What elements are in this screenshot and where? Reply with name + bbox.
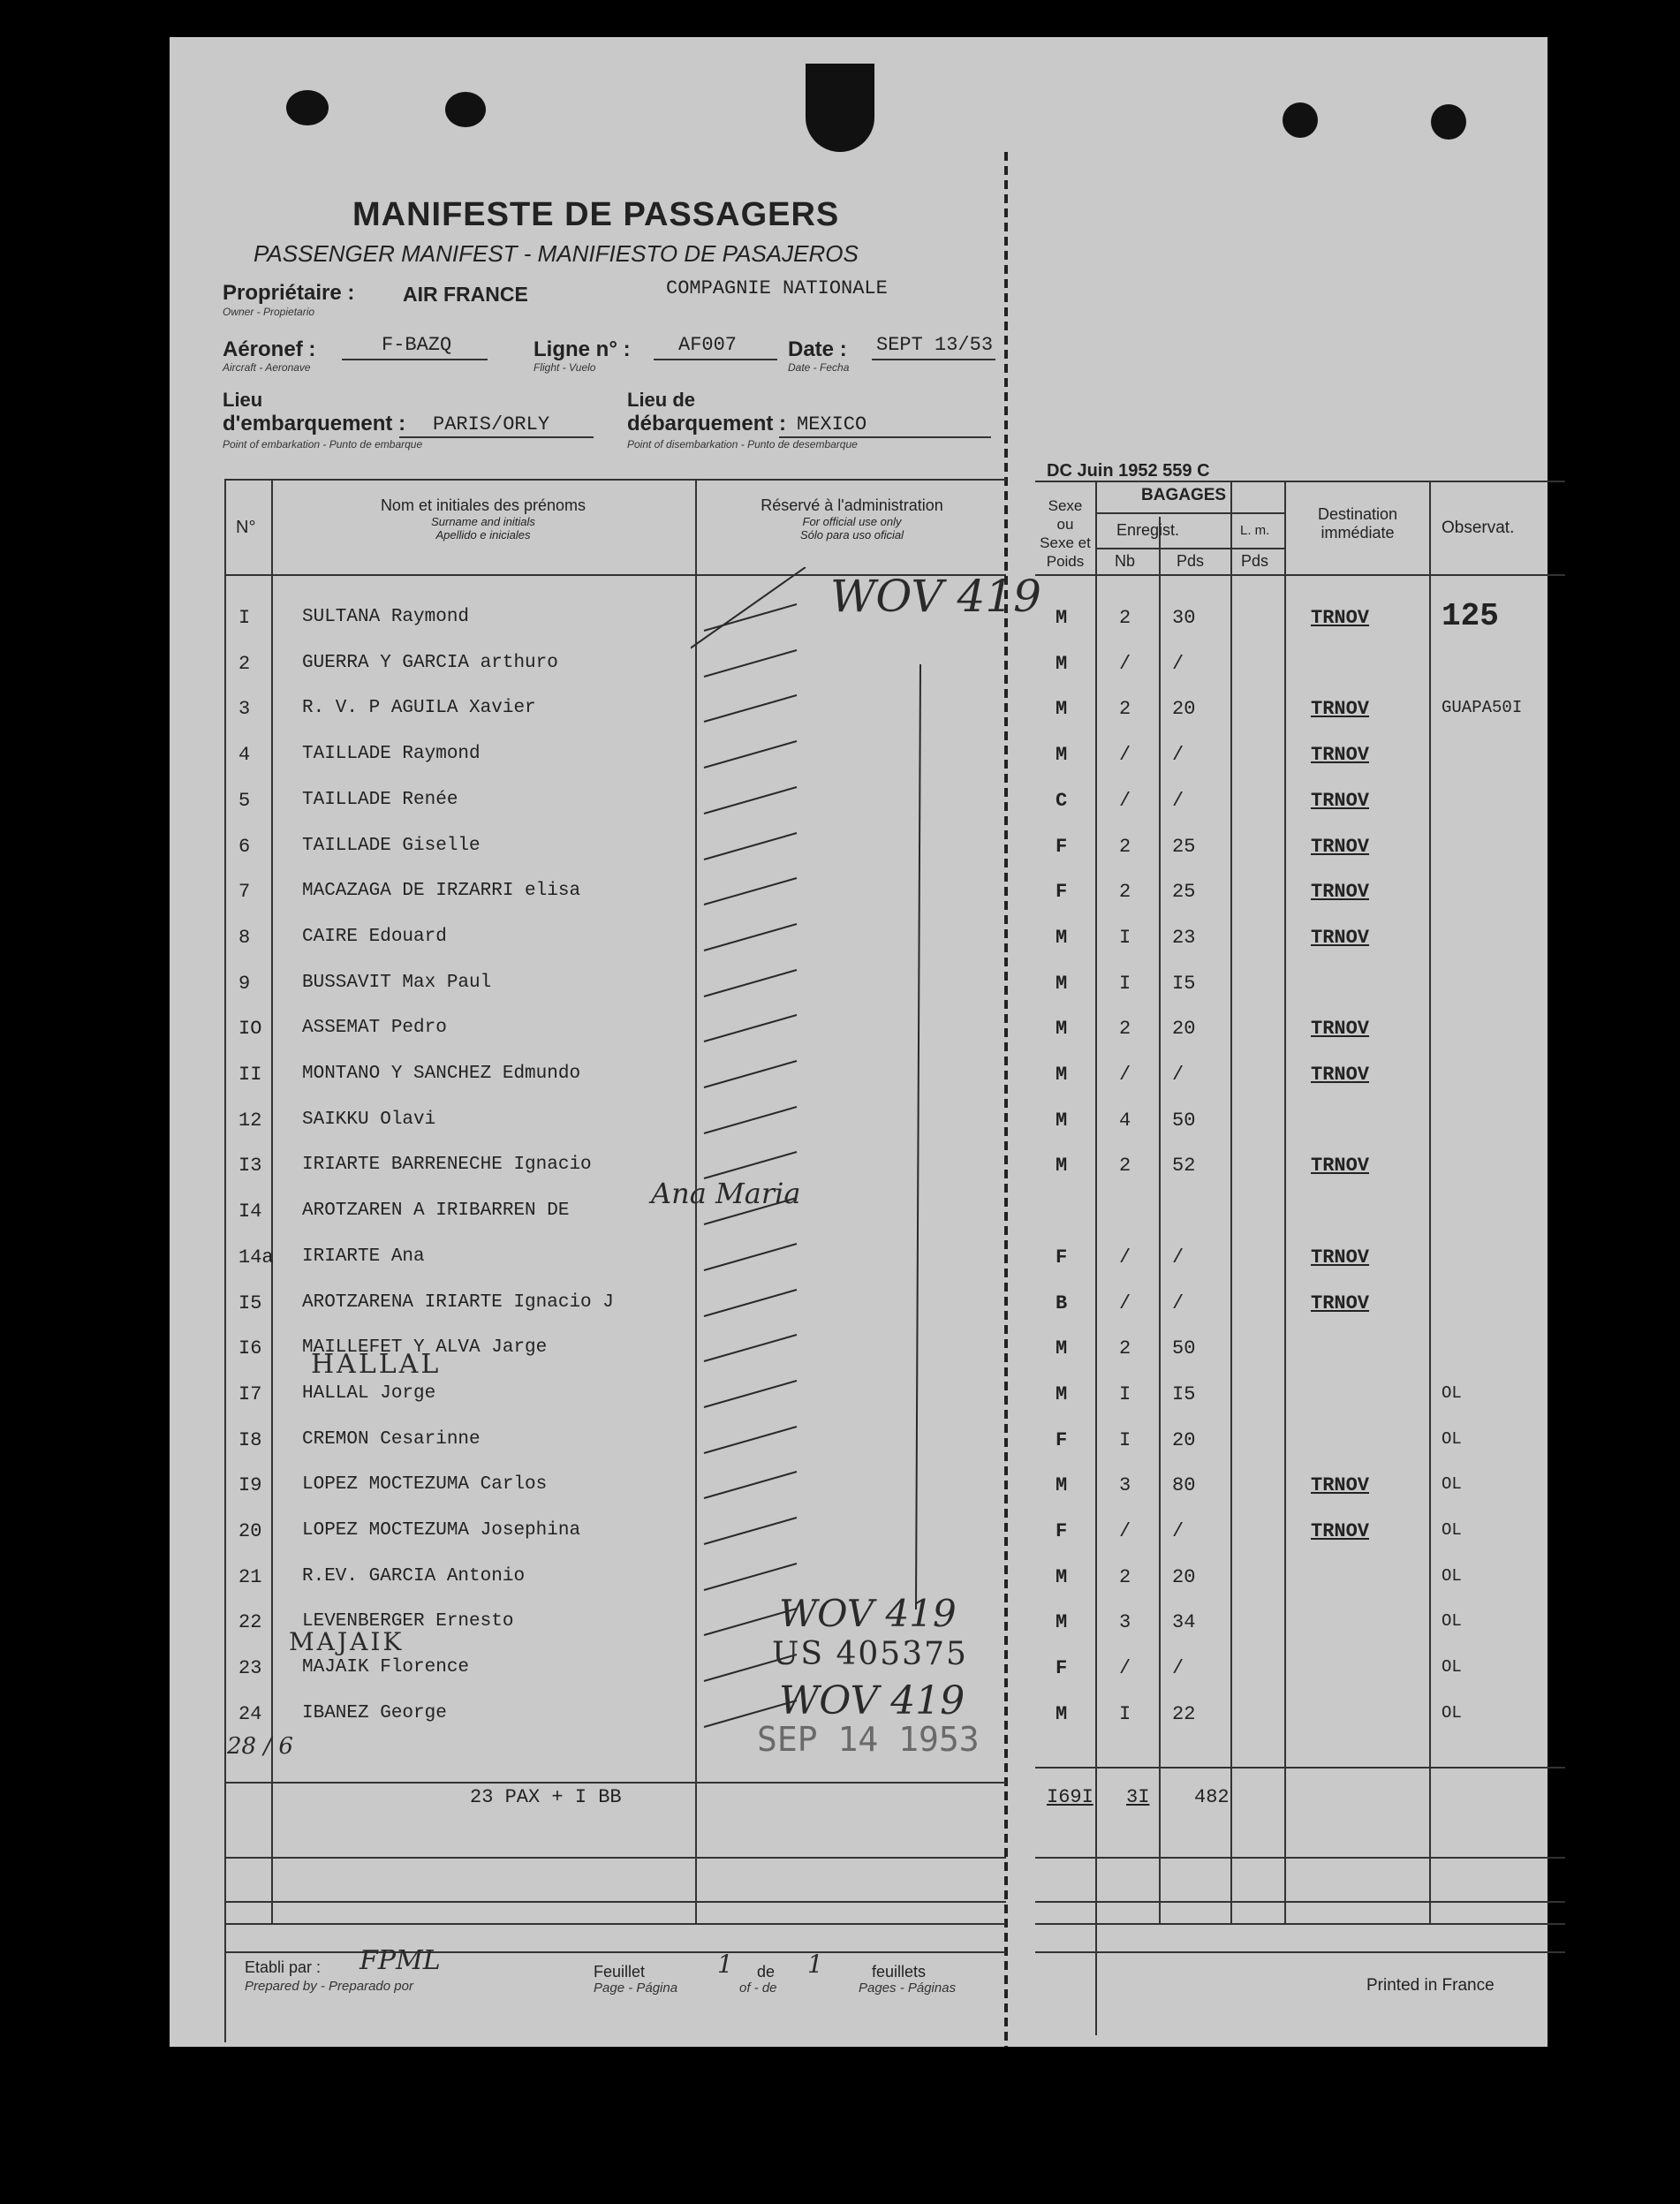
baggage-count: 2: [1119, 1018, 1131, 1041]
footer-rule: [1035, 1951, 1565, 1953]
destination: TRNOV: [1311, 1246, 1370, 1269]
passenger-sex: M: [1056, 1018, 1068, 1041]
col-header-reserved-en: For official use only: [802, 515, 902, 528]
col-header-reserved-es: Sólo para uso oficial: [799, 528, 904, 542]
manifest-document: [170, 37, 1548, 2047]
handwritten-hallal: HALLAL: [311, 1349, 442, 1380]
prepared-label: Etabli par :: [245, 1958, 322, 1976]
baggage-count: /: [1119, 1520, 1131, 1542]
passenger-sex: M: [1056, 744, 1068, 767]
destination: TRNOV: [1311, 698, 1370, 721]
passenger-sex: F: [1056, 1428, 1068, 1451]
of-value: 1: [807, 1950, 823, 1979]
owner-sub: Owner - Propietario: [223, 306, 315, 318]
footer-rule: [224, 1951, 1006, 1953]
baggage-count: /: [1119, 1064, 1131, 1086]
destination: TRNOV: [1311, 1291, 1370, 1314]
baggage-count: /: [1119, 1657, 1131, 1680]
passenger-name: MONTANO Y SANCHEZ Edmundo: [302, 1064, 581, 1084]
total-rule: [1035, 1767, 1565, 1769]
col-header-nb: Nb: [1115, 552, 1136, 570]
baggage-count: /: [1119, 1246, 1131, 1269]
date-sub: Date - Fecha: [788, 361, 850, 374]
passenger-name: SAIKKU Olavi: [302, 1109, 436, 1130]
baggage-weight: I5: [1172, 972, 1196, 995]
baggage-weight: /: [1172, 1291, 1184, 1314]
baggage-weight: 22: [1172, 1702, 1196, 1725]
observation: OL: [1442, 1565, 1462, 1586]
total-weight: I69I: [1047, 1786, 1094, 1808]
destination: TRNOV: [1311, 1474, 1370, 1497]
passenger-sex: M: [1056, 698, 1068, 721]
baggage-count: 2: [1119, 835, 1131, 858]
prepared-sub: Prepared by - Preparado por: [245, 1979, 413, 1994]
handwritten-ana-maria: Ana Maria: [651, 1177, 801, 1210]
passenger-sex: F: [1056, 1246, 1068, 1269]
row-number: I7: [238, 1382, 262, 1405]
row-number: 3: [238, 698, 251, 721]
row-number: 6: [238, 835, 251, 858]
col-divider: [1159, 517, 1161, 1923]
row-number: I4: [238, 1200, 262, 1223]
punch-hole: [806, 64, 874, 152]
handwritten-wov-2: WOV 419: [779, 1592, 957, 1635]
blank-row-rule: [224, 1901, 1006, 1903]
passenger-sex: M: [1056, 652, 1068, 675]
punch-hole: [445, 92, 486, 127]
passenger-name: TAILLADE Giselle: [302, 835, 481, 856]
passenger-name: HALLAL Jorge: [302, 1382, 436, 1404]
embark-label-2: d'embarquement :: [223, 412, 406, 435]
observation: GUAPA50I: [1442, 698, 1523, 718]
aircraft-underline: [342, 359, 488, 360]
total-pieces: 3I: [1126, 1786, 1150, 1808]
baggage-weight: 30: [1172, 607, 1196, 629]
passenger-sex: M: [1056, 1474, 1068, 1497]
passenger-sex: M: [1056, 1337, 1068, 1360]
embark-label-1: Lieu: [223, 389, 263, 411]
disembark-sub: Point of disembarkation - Punto de desembarque: [627, 438, 858, 451]
passenger-sex: M: [1056, 1565, 1068, 1588]
prepared-value: FPML: [359, 1945, 441, 1976]
row-number: I3: [238, 1155, 262, 1178]
row-number: 2: [238, 652, 251, 675]
row-number: 9: [238, 972, 251, 995]
col-header-reserved-fr: Réservé à l'administration: [761, 496, 943, 514]
baggage-weight: /: [1172, 789, 1184, 812]
observation: OL: [1442, 1657, 1462, 1678]
passenger-name: LEVENBERGER Ernesto: [302, 1611, 514, 1632]
passenger-sex: F: [1056, 881, 1068, 904]
col-header-bagages: BAGAGES: [1141, 486, 1227, 504]
baggage-count: I: [1119, 926, 1131, 949]
baggage-weight: 25: [1172, 881, 1196, 904]
table-bottom: [1035, 1923, 1565, 1925]
passenger-name: GUERRA Y GARCIA arthuro: [302, 652, 558, 673]
header-rule: [1097, 512, 1284, 514]
observation: OL: [1442, 1702, 1462, 1723]
baggage-weight: I5: [1172, 1382, 1196, 1405]
baggage-weight: 20: [1172, 1428, 1196, 1451]
baggage-count: 2: [1119, 698, 1131, 721]
baggage-count: 3: [1119, 1474, 1131, 1497]
passenger-sex: M: [1056, 972, 1068, 995]
baggage-count: 2: [1119, 881, 1131, 904]
col-divider: [271, 479, 273, 1923]
disembark-label-2: débarquement :: [627, 412, 787, 435]
col-header-sex-3: Sexe et: [1040, 534, 1091, 551]
baggage-weight: 20: [1172, 1565, 1196, 1588]
destination: TRNOV: [1311, 835, 1370, 858]
col-header-sex-4: Poids: [1046, 553, 1085, 570]
passenger-sex: M: [1056, 1155, 1068, 1178]
punch-hole: [1283, 102, 1318, 138]
aircraft-value: F-BAZQ: [382, 334, 452, 356]
baggage-weight: /: [1172, 1064, 1184, 1086]
baggage-count: I: [1119, 972, 1131, 995]
blank-row-rule: [1035, 1901, 1565, 1903]
col-header-name-es: Apellido e iniciales: [435, 528, 531, 542]
baggage-count: I: [1119, 1702, 1131, 1725]
row-number: 12: [238, 1109, 262, 1132]
col-header-name-en: Surname and initials: [431, 515, 535, 528]
observation: OL: [1442, 1428, 1462, 1449]
baggage-count: 2: [1119, 1565, 1131, 1588]
row-number: 5: [238, 789, 251, 812]
handwritten-wov-3: WOV 419: [779, 1678, 965, 1723]
passenger-name: SULTANA Raymond: [302, 607, 470, 627]
passenger-sex: B: [1056, 1291, 1068, 1314]
passenger-name: BUSSAVIT Max Paul: [302, 972, 492, 993]
col-header-dest-2: immédiate: [1321, 524, 1395, 542]
baggage-weight: 50: [1172, 1109, 1196, 1132]
row-number: 4: [238, 744, 251, 767]
baggage-count: I: [1119, 1382, 1131, 1405]
passenger-sex: C: [1056, 789, 1068, 812]
line-value: AF007: [678, 334, 738, 356]
pages-sub: Pages - Páginas: [859, 1981, 957, 1996]
aircraft-sub: Aircraft - Aeronave: [223, 361, 311, 374]
observation: OL: [1442, 1474, 1462, 1495]
destination: TRNOV: [1311, 1520, 1370, 1542]
col-header-enregist: Enregist.: [1116, 521, 1180, 539]
disembark-label-1: Lieu de: [627, 389, 696, 411]
total-pax: 23 PAX + I BB: [470, 1786, 622, 1808]
header-rule: [1097, 548, 1284, 549]
total-rule: [224, 1782, 1006, 1784]
punch-hole: [286, 90, 329, 125]
table-bottom: [224, 1923, 1006, 1925]
observation: OL: [1442, 1611, 1462, 1632]
page-title: MANIFESTE DE PASSAGERS: [352, 196, 840, 233]
baggage-count: 4: [1119, 1109, 1131, 1132]
col-header-no: N°: [236, 518, 256, 537]
destination: TRNOV: [1311, 744, 1370, 767]
passenger-name: ASSEMAT Pedro: [302, 1018, 447, 1039]
col-divider: [1284, 481, 1286, 1923]
baggage-weight: 50: [1172, 1337, 1196, 1360]
baggage-weight: 23: [1172, 926, 1196, 949]
baggage-weight: /: [1172, 1520, 1184, 1542]
line-underline: [654, 359, 777, 360]
table-border: [1035, 481, 1565, 482]
passenger-sex: M: [1056, 1611, 1068, 1634]
passenger-name: IRIARTE Ana: [302, 1246, 425, 1267]
disembark-value: MEXICO: [797, 413, 867, 435]
passenger-sex: M: [1056, 1064, 1068, 1086]
passenger-name: R. V. P AGUILA Xavier: [302, 698, 536, 719]
passenger-name: IRIARTE BARRENECHE Ignacio: [302, 1155, 592, 1176]
col-divider: [1230, 481, 1232, 1923]
blank-row-rule: [224, 1857, 1006, 1859]
passenger-name: TAILLADE Raymond: [302, 744, 481, 765]
passenger-name: AROTZAREN A IRIBARREN DE: [302, 1200, 570, 1222]
observation: 125: [1442, 598, 1499, 634]
baggage-weight: 80: [1172, 1474, 1196, 1497]
embark-sub: Point of embarkation - Punto de embarque: [223, 438, 423, 451]
baggage-count: 3: [1119, 1611, 1131, 1634]
row-number: I: [238, 607, 251, 629]
passenger-name: CREMON Cesarinne: [302, 1428, 481, 1450]
passenger-name: AROTZARENA IRIARTE Ignacio J: [302, 1291, 614, 1313]
passenger-sex: M: [1056, 926, 1068, 949]
passenger-sex: F: [1056, 1657, 1068, 1680]
owner-note: COMPAGNIE NATIONALE: [666, 277, 888, 299]
baggage-count: /: [1119, 652, 1131, 675]
col-header-sex-2: ou: [1056, 516, 1074, 533]
row-number: I6: [238, 1337, 262, 1360]
punch-hole: [1431, 104, 1466, 140]
passenger-name: TAILLADE Renée: [302, 789, 458, 810]
owner-value: AIR FRANCE: [403, 283, 528, 306]
page-value: 1: [717, 1950, 733, 1979]
of-label: de: [757, 1963, 776, 1981]
row-number: 24: [238, 1702, 262, 1725]
col-header-dest: [1286, 505, 1429, 542]
passenger-sex: F: [1056, 835, 1068, 858]
row-number: 23: [238, 1657, 262, 1680]
checkmark-strokes: [691, 567, 1009, 1751]
passenger-name: IBANEZ George: [302, 1702, 447, 1723]
destination: TRNOV: [1311, 1155, 1370, 1178]
disembark-underline: [779, 436, 991, 438]
date-underline: [872, 359, 995, 360]
observation: OL: [1442, 1520, 1462, 1540]
pages-label: feuillets: [872, 1963, 927, 1981]
date-label: Date :: [788, 337, 847, 361]
passenger-name: CAIRE Edouard: [302, 926, 447, 947]
baggage-weight: 25: [1172, 835, 1196, 858]
passenger-name: MAJAIK Florence: [302, 1657, 470, 1678]
baggage-count: /: [1119, 789, 1131, 812]
passenger-name: LOPEZ MOCTEZUMA Carlos: [302, 1474, 548, 1496]
baggage-count: I: [1119, 1428, 1131, 1451]
passenger-name: LOPEZ MOCTEZUMA Josephina: [302, 1520, 581, 1541]
baggage-weight: 20: [1172, 1018, 1196, 1041]
destination: TRNOV: [1311, 926, 1370, 949]
row-number: I9: [238, 1474, 262, 1497]
handwritten-majaik: MAJAIK: [289, 1627, 405, 1656]
col-header-name-fr: Nom et initiales des prénoms: [380, 496, 586, 514]
baggage-weight: 20: [1172, 698, 1196, 721]
row-number: II: [238, 1064, 262, 1086]
destination: TRNOV: [1311, 881, 1370, 904]
baggage-weight: /: [1172, 652, 1184, 675]
page-sub: Page - Página: [594, 1981, 678, 1996]
row-number: 14a: [238, 1246, 274, 1269]
baggage-weight: /: [1172, 744, 1184, 767]
col-header-dest-1: Destination: [1317, 505, 1398, 523]
col-header-sex: [1035, 496, 1095, 571]
col-header-name: [302, 496, 664, 542]
col-header-lm-pds: Pds: [1241, 552, 1269, 570]
passenger-sex: F: [1056, 1520, 1068, 1542]
handwritten-corner-note: 28 / 6: [227, 1733, 293, 1760]
of-sub: of - de: [739, 1981, 777, 1996]
col-header-sex-1: Sexe: [1048, 497, 1083, 514]
baggage-count: 2: [1119, 607, 1131, 629]
col-divider: [1095, 481, 1097, 2035]
baggage-weight: 34: [1172, 1611, 1196, 1634]
row-number: 20: [238, 1520, 262, 1542]
embark-value: PARIS/ORLY: [433, 413, 550, 435]
embark-underline: [399, 436, 594, 438]
col-header-reserved: [700, 496, 1004, 542]
row-number: I8: [238, 1428, 262, 1451]
form-code: DC Juin 1952 559 C: [1047, 461, 1210, 481]
total-bag-weight: 482: [1194, 1786, 1230, 1808]
baggage-count: 2: [1119, 1155, 1131, 1178]
date-value: SEPT 13/53: [876, 334, 994, 356]
passenger-name: MAILLEFET Y ALVA Jarge: [302, 1337, 548, 1359]
row-number: 7: [238, 881, 251, 904]
row-number: I5: [238, 1291, 262, 1314]
date-stamp: SEP 14 1953: [757, 1720, 980, 1759]
destination: TRNOV: [1311, 789, 1370, 812]
destination: TRNOV: [1311, 1018, 1370, 1041]
col-header-observ: Observat.: [1442, 519, 1515, 537]
page-subtitle: PASSENGER MANIFEST - MANIFIESTO DE PASAJEROS: [254, 240, 859, 267]
baggage-weight: 52: [1172, 1155, 1196, 1178]
baggage-count: 2: [1119, 1337, 1131, 1360]
observation: OL: [1442, 1382, 1462, 1403]
passenger-name: R.EV. GARCIA Antonio: [302, 1565, 526, 1587]
printed-in-france: Printed in France: [1366, 1976, 1495, 1995]
baggage-count: /: [1119, 744, 1131, 767]
baggage-weight: /: [1172, 1657, 1184, 1680]
header-bottom: [1035, 574, 1565, 576]
passenger-sex: M: [1056, 607, 1068, 629]
line-sub: Flight - Vuelo: [534, 361, 596, 374]
passenger-name: MACAZAGA DE IRZARRI elisa: [302, 881, 581, 902]
line-label: Ligne n° :: [534, 337, 631, 361]
destination: TRNOV: [1311, 607, 1370, 629]
page-label: Feuillet: [594, 1963, 646, 1981]
passenger-sex: M: [1056, 1109, 1068, 1132]
blank-row-rule: [1035, 1857, 1565, 1859]
baggage-weight: /: [1172, 1246, 1184, 1269]
aircraft-label: Aéronef :: [223, 337, 316, 361]
table-border: [224, 479, 1006, 481]
handwritten-us-code: US 405375: [772, 1636, 968, 1672]
col-header-lm: L. m.: [1240, 523, 1270, 538]
owner-label: Propriétaire :: [223, 281, 355, 305]
col-header-pds: Pds: [1177, 552, 1205, 570]
table-border: [224, 479, 226, 2042]
baggage-count: /: [1119, 1291, 1131, 1314]
row-number: 22: [238, 1611, 262, 1634]
col-divider: [1429, 481, 1431, 1923]
row-number: 21: [238, 1565, 262, 1588]
row-number: 8: [238, 926, 251, 949]
handwritten-wov-1: WOV 419: [830, 571, 1041, 622]
passenger-sex: M: [1056, 1702, 1068, 1725]
passenger-sex: M: [1056, 1382, 1068, 1405]
destination: TRNOV: [1311, 1064, 1370, 1086]
row-number: IO: [238, 1018, 262, 1041]
